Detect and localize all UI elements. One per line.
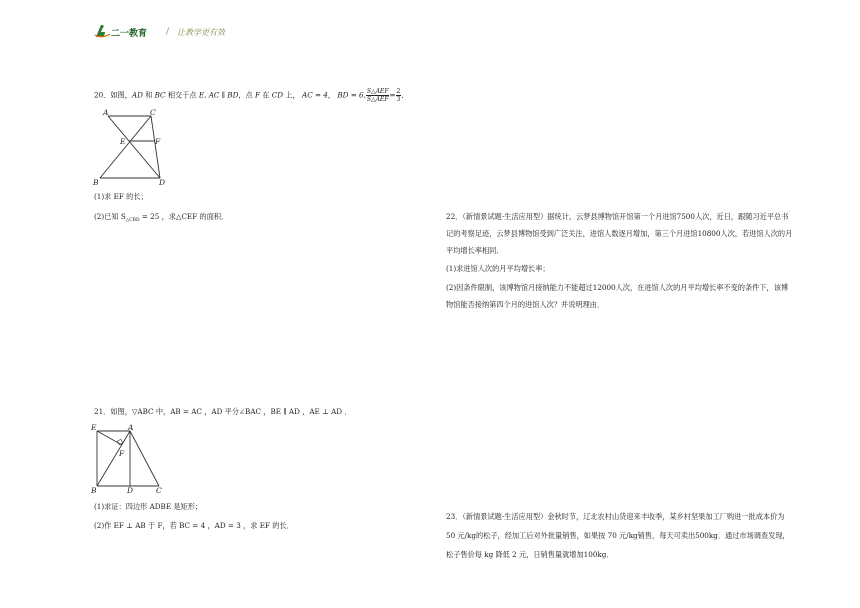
q20-stem-text: ．: [401, 90, 409, 100]
figure-label: A: [103, 108, 109, 117]
fraction-numerator: S△AEF: [366, 88, 389, 95]
q22-line1: 22．（新情景试题·生活应用型）据统计，云梦县博物馆开馆第一个月进馆7500人次，近日，跟随习近平总书: [446, 212, 789, 221]
q20-ratio-fraction: [366, 88, 390, 103]
figure-label: C: [150, 108, 156, 117]
figure-label: F: [119, 449, 125, 458]
q23-line1: 23．（新情景试题·生活应用型）金秋时节，辽北农村山货迎来丰收季，某乡村坚果加工厂购进一批成本价为: [446, 512, 785, 521]
figure-label: B: [91, 486, 97, 494]
q20-stem-var: BD = 6,: [337, 90, 366, 100]
q20-stem-var: CD: [271, 90, 284, 100]
svg-text:二一教育: 二一教育: [111, 29, 148, 39]
q20-equals: =: [389, 90, 396, 100]
q20-stem-var: E, AC ∥ BD: [198, 90, 239, 100]
figure-label: A: [128, 423, 134, 432]
segment-ac: [130, 431, 159, 486]
q20-part2: [94, 212, 228, 226]
q20-stem-text: ，: [327, 90, 336, 100]
q20-stem-var: BC: [154, 90, 166, 100]
q20-stem-text: 在: [260, 90, 272, 100]
q20-stem-var: F: [255, 90, 261, 100]
figure-label: B: [93, 178, 99, 187]
figure-label: F: [155, 137, 161, 146]
fraction-denominator: S△AEF: [366, 96, 389, 103]
q22-line3: 平均增长率相同．: [446, 246, 504, 255]
q20-part2-text: (2)已知 S: [94, 212, 126, 221]
q20-stem-text: 上，: [283, 90, 300, 100]
q20-stem-text: 和: [142, 90, 155, 100]
brand-logo-icon: [94, 24, 152, 40]
q20-stem-text: 相交于点: [165, 90, 199, 100]
figure-label: C: [156, 486, 162, 494]
q20-part2-text: = 25 ，求△CEF 的面积．: [139, 212, 229, 221]
q22-part2-line2: 物馆能否接纳第四个月的进馆人次？并说明理由．: [446, 300, 605, 309]
q20-figure: [92, 106, 174, 188]
q21-stem: 21．如图，▽ABC 中，AB = AC ，AD 平分∠BAC ，BE ∥ AD ，AE ⊥ AD ．: [94, 407, 352, 416]
q22-line2: 记的考察足迹，云梦县博物馆受到广泛关注，进馆人数逐月增加，第三个月进馆10800人次，若进馆人次的月: [446, 229, 793, 238]
figure-label: E: [91, 423, 97, 432]
q20-stem-text: ，点: [238, 90, 256, 100]
figure-label: D: [127, 486, 134, 494]
q22-part2-line1: (2)因条件限制，该博物馆月接纳能力不能超过12000人次，在进馆人次的月平均增长率不变的条件下，该博: [446, 283, 789, 292]
q21-part2: (2)作 EF ⊥ AB 于 F，若 BC = 4 ，AD = 3 ，求 EF 的长．: [94, 521, 294, 530]
figure-label: D: [159, 178, 166, 187]
q20-stem-var: AD: [131, 90, 143, 100]
q21-part1: (1)求证：四边形 ADBE 是矩形；: [94, 502, 203, 511]
q20-part2-subscript: △CBD: [125, 218, 140, 223]
header-slogan: 让教学更有效: [177, 27, 226, 37]
fraction-numerator: 2: [396, 88, 401, 95]
figure-label: E: [120, 137, 126, 146]
header-separator: /: [166, 27, 170, 37]
q22-part1: (1)求进馆人次的月平均增长率；: [446, 264, 550, 273]
page-header: [94, 24, 225, 40]
segment-ab: [97, 431, 130, 486]
q20-stem-var: AC = 4: [302, 90, 328, 100]
q21-figure: [90, 422, 162, 494]
q20-stem-text: 20．如图，: [94, 90, 132, 100]
q20-stem: [94, 88, 409, 103]
q20-part1: (1)求 EF 的长；: [94, 192, 148, 201]
fraction-denominator: 3: [396, 96, 401, 103]
q23-line3: 松子售价每 kg 降低 2 元，日销售量就增加100kg．: [446, 550, 614, 559]
q23-line2: 50 元/kg的松子，经加工后对外批量销售，如果按 70 元/kg销售，每天可卖出500kg．通过市场调查发现，: [446, 531, 790, 540]
segment-bc: [100, 116, 151, 178]
